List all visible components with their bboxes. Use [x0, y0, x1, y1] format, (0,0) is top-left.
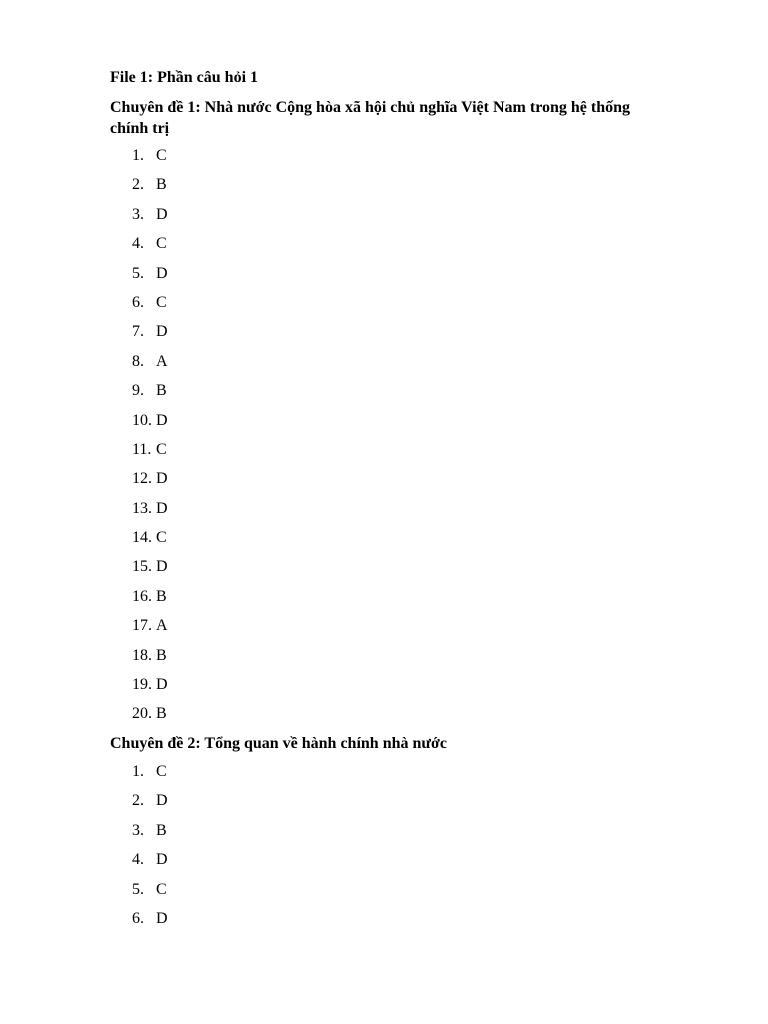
- item-number: 2.: [132, 176, 144, 194]
- item-number: 11.: [132, 440, 152, 458]
- item-answer: D: [156, 792, 168, 810]
- item-number: 14.: [132, 529, 152, 547]
- item-answer: B: [156, 646, 167, 664]
- item-number: 1.: [132, 763, 144, 780]
- item-answer: B: [156, 705, 167, 723]
- item-number: 12.: [132, 470, 152, 488]
- item-answer: D: [156, 851, 168, 869]
- item-number: 2.: [132, 792, 144, 810]
- item-answer: C: [156, 235, 167, 253]
- item-number: 19.: [132, 676, 152, 694]
- item-answer: D: [156, 264, 168, 282]
- item-answer: C: [156, 147, 167, 164]
- item-number: 5.: [132, 880, 144, 898]
- item-answer: D: [156, 323, 168, 341]
- item-answer: B: [156, 176, 167, 194]
- item-answer: D: [156, 470, 168, 488]
- file-title: File 1: Phần câu hỏi 1: [110, 69, 259, 86]
- item-number: 16.: [132, 587, 152, 605]
- item-number: 10.: [132, 411, 152, 429]
- item-number: 17.: [132, 617, 152, 635]
- item-number: 6.: [132, 293, 144, 311]
- item-answer: C: [156, 293, 167, 311]
- item-answer: B: [156, 382, 167, 400]
- item-number: 6.: [132, 909, 144, 927]
- section-1-heading: Chuyên đề 1: Nhà nước Cộng hòa xã hội chủ nghĩa Việt Nam trong hệ thống chính trị: [110, 99, 631, 137]
- item-number: 3.: [132, 821, 144, 839]
- item-answer: D: [156, 676, 168, 694]
- item-number: 13.: [132, 499, 152, 517]
- item-number: 3.: [132, 205, 144, 223]
- item-number: 20.: [132, 705, 152, 723]
- item-answer: C: [156, 529, 167, 547]
- item-number: 1.: [132, 147, 144, 164]
- item-answer: D: [156, 909, 168, 927]
- section-2-heading: Chuyên đề 2: Tổng quan về hành chính nhà nước: [110, 735, 447, 752]
- item-number: 9.: [132, 382, 144, 400]
- item-number: 15.: [132, 558, 152, 576]
- item-number: 5.: [132, 264, 144, 282]
- item-answer: D: [156, 558, 168, 576]
- item-number: 18.: [132, 646, 152, 664]
- item-number: 4.: [132, 235, 144, 253]
- item-answer: D: [156, 499, 168, 517]
- item-number: 4.: [132, 851, 144, 869]
- item-answer: A: [156, 352, 168, 370]
- item-number: 7.: [132, 323, 144, 341]
- item-number: 8.: [132, 352, 144, 370]
- item-answer: B: [156, 821, 167, 839]
- item-answer: A: [156, 617, 168, 635]
- item-answer: D: [156, 411, 168, 429]
- item-answer: C: [156, 440, 167, 458]
- item-answer: B: [156, 587, 167, 605]
- item-answer: C: [156, 763, 167, 780]
- item-answer: C: [156, 880, 167, 898]
- item-answer: D: [156, 205, 168, 223]
